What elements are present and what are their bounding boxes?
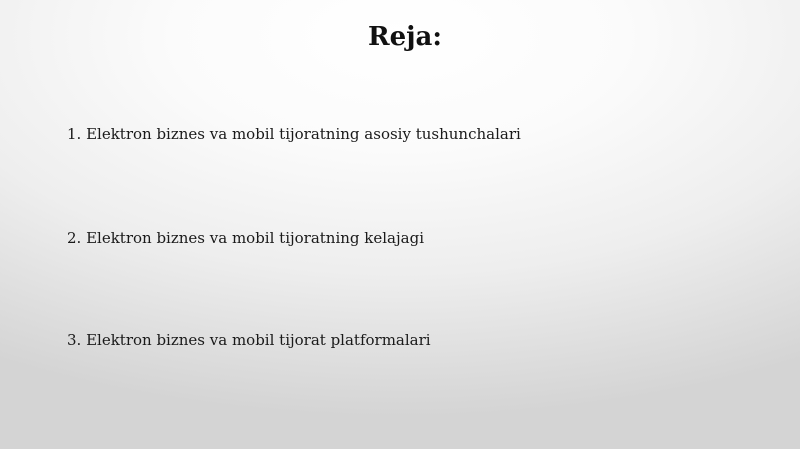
agenda-item-2: 2. Elektron biznes va mobil tijoratning kelajagi [67,229,424,247]
agenda-item-3: 3. Elektron biznes va mobil tijorat platformalari [67,331,431,349]
agenda-item-1: 1. Elektron biznes va mobil tijoratning asosiy tushunchalari [67,125,521,143]
slide-title: Reja: [367,22,442,52]
